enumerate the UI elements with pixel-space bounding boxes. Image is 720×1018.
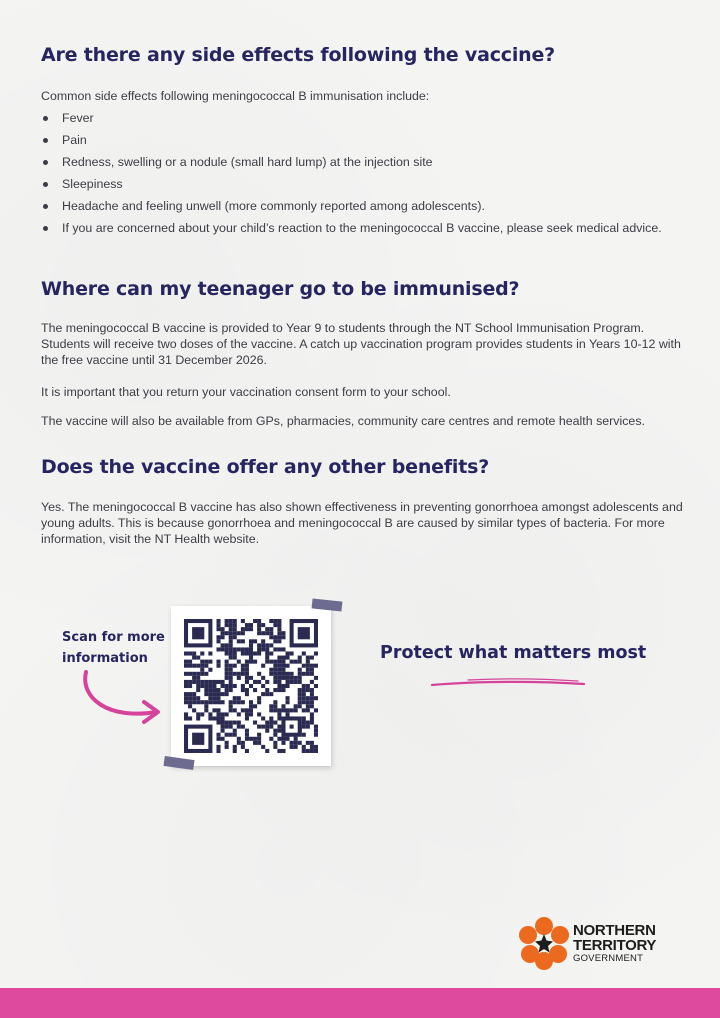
where-paragraph-3: The vaccine will also be available from GPs, pharmacies, community care centres and remote health services. <box>41 414 645 428</box>
footer-bar <box>0 988 720 1018</box>
list-item: Redness, swelling or a nodule (small hard lump) at the injection site <box>41 154 681 170</box>
benefits-heading: Does the vaccine offer any other benefits? <box>41 456 490 478</box>
tagline: Protect what matters most <box>380 643 647 663</box>
where-heading: Where can my teenager go to be immunised? <box>41 278 520 300</box>
bullet-icon <box>43 160 48 165</box>
logo-line-government: GOVERNMENT <box>573 953 644 964</box>
qr-code-card[interactable] <box>171 606 331 766</box>
list-item: Fever <box>41 110 681 126</box>
side-effects-heading: Are there any side effects following the vaccine? <box>41 44 555 66</box>
bullet-icon <box>43 204 48 209</box>
benefits-paragraph: Yes. The meningococcal B vaccine has also shown effectiveness in preventing gonorrhoea amongst adolescents and young adults. This is because gonorrhoea and meningococcal B are caused by similar types of bacteria. For more information, visit the NT Health website. <box>41 500 683 546</box>
list-item: If you are concerned about your child’s reaction to the meningococcal B vaccine, please seek medical advice. <box>41 220 681 236</box>
logo-line-territory: TERRITORY <box>573 937 657 954</box>
underline-decoration <box>428 676 588 690</box>
side-effects-list <box>41 110 681 242</box>
list-item: Sleepiness <box>41 176 681 192</box>
where-paragraph-2: It is important that you return your vaccination consent form to your school. <box>41 385 451 399</box>
where-paragraph-1: The meningococcal B vaccine is provided to Year 9 to students through the NT School Immunisation Program. Students will receive two doses of the vaccine. A catch up vaccination program provides students in Years 10-12 with the free vaccine until 31 December 2026. <box>41 321 681 367</box>
bullet-icon <box>43 182 48 187</box>
desert-rose-icon <box>516 915 572 971</box>
bullet-icon <box>43 226 48 231</box>
qr-code[interactable] <box>184 619 318 753</box>
bullet-icon <box>43 116 48 121</box>
bullet-icon <box>43 138 48 143</box>
nt-government-logo <box>516 914 676 972</box>
list-item: Headache and feeling unwell (more commonly reported among adolescents). <box>41 198 681 214</box>
curved-arrow-icon <box>78 668 168 728</box>
logo-line-northern: NORTHERN <box>573 922 656 939</box>
list-item: Pain <box>41 132 681 148</box>
logo-text <box>573 923 656 964</box>
side-effects-intro: Common side effects following meningococcal B immunisation include: <box>41 89 430 103</box>
scan-instruction: Scan for more information <box>62 630 165 666</box>
